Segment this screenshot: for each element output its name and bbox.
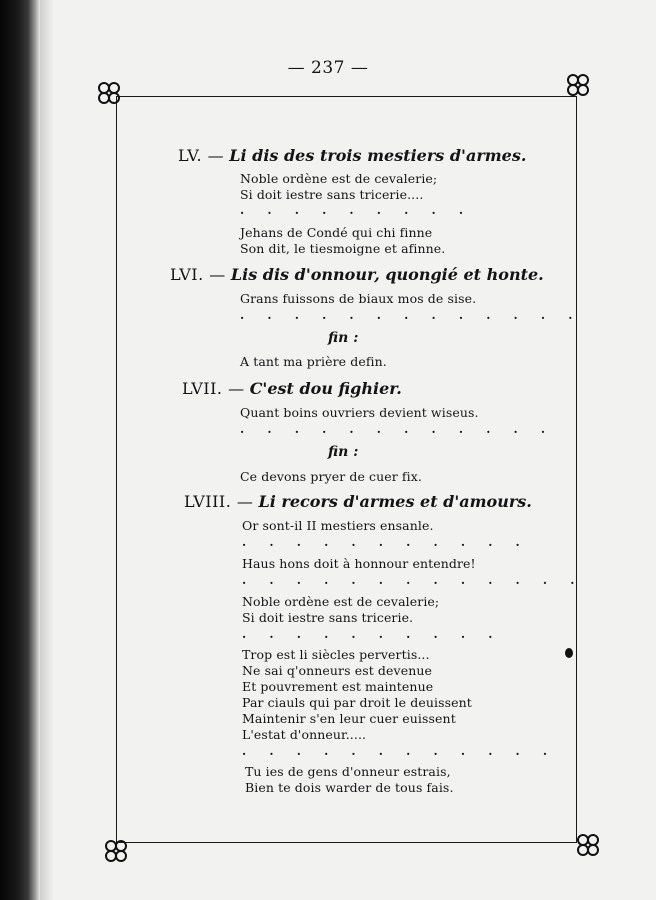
section-heading-lv [178,146,526,165]
verse-line: Jehans de Condé qui chi finne [240,225,433,240]
verse-line: Par ciauls qui par droit le deuissent [242,695,472,710]
verse-line: Noble ordène est de cevalerie; [242,594,440,609]
verse-line: Maintenir s'en leur cuer euissent [242,711,456,726]
verse-line: Si doit iestre sans tricerie.... [240,187,424,202]
section-title: C'est dou fighier. [249,379,402,398]
verse-line: Trop est li siècles pervertis... [242,647,430,662]
verse-line: Haus hons doit à honnour entendre! [242,556,476,571]
section-number: LVI. — [170,265,226,284]
verse-line: Noble ordène est de cevalerie; [240,171,438,186]
section-heading-lvi [170,265,544,284]
section-number: LVIII. — [184,492,254,511]
section-heading-lvii [182,379,402,398]
verse-line: Et pouvrement est maintenue [242,679,434,694]
verse-line: Ce devons pryer de cuer fix. [240,469,422,484]
page-number: — 237 — [287,58,369,78]
fin-label: fin : [328,330,359,346]
verse-line: Or sont-il II mestiers ensanle. [242,518,434,533]
fin-label: fin : [328,444,359,460]
verse-line: Son dit, le tiesmoigne et afinne. [240,241,446,256]
ellipsis-dots: . . . . . . . . . . [242,627,502,641]
ellipsis-dots: . . . . . . . . . . . [242,535,530,549]
section-number: LV. — [178,146,225,165]
section-heading-lviii [184,492,532,511]
ellipsis-dots: . . . . . . . . . . . . . [240,308,582,322]
verse-line: Bien te dois warder de tous fais. [245,780,454,795]
verse-line: Grans fuissons de biaux mos de sise. [240,291,477,306]
verse-line: Quant boins ouvriers devient wiseus. [240,405,479,420]
section-number: LVII. — [182,379,245,398]
section-title: Lis dis d'onnour, quongié et honte. [230,265,544,284]
section-title: Li dis des trois mestiers d'armes. [229,146,527,165]
section-title: Li recors d'armes et d'amours. [258,492,532,511]
ellipsis-dots: . . . . . . . . . . . . . [242,573,584,587]
verse-line: Tu ies de gens d'onneur estrais, [245,764,451,779]
verse-line: Ne sai q'onneurs est devenue [242,663,432,678]
ellipsis-dots: . . . . . . . . . . . . [240,422,555,436]
verse-line: A tant ma prière defin. [240,354,387,369]
verse-line: Si doit iestre sans tricerie. [242,610,414,625]
ellipsis-dots: . . . . . . . . . . . . [242,744,557,758]
ellipsis-dots: . . . . . . . . . [240,203,473,217]
verse-line: L'estat d'onneur..... [242,727,367,742]
